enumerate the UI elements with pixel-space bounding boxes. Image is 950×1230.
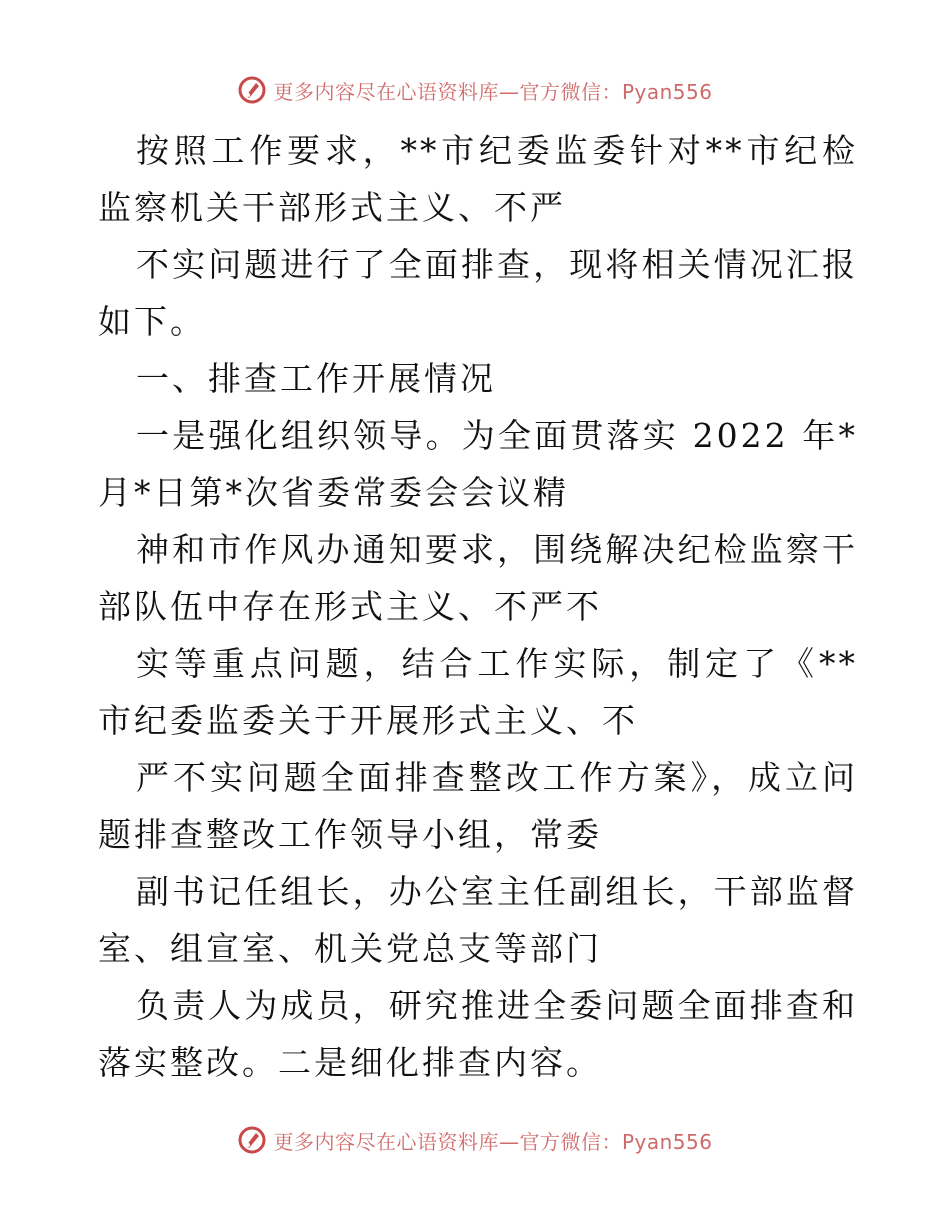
section-heading: 一、排查工作开展情况 [136,359,496,398]
paragraph: 负责人为成员，研究推进全委问题全面排查和落实整改。二是细化排查内容。 [98,986,858,1082]
paragraph: 按照工作要求，**市纪委监委针对**市纪检监察机关干部形式主义、不严 [98,131,858,227]
paragraph: 一是强化组织领导。为全面贯落实 2022 年*月*日第*次省委常委会会议精 [98,416,858,512]
paragraph: 严不实问题全面排查整改工作方案》，成立问题排查整改工作领导小组，常委 [98,758,858,854]
footer-watermark-banner [0,1120,950,1160]
header-watermark-banner [0,70,950,110]
header-watermark-text: 更多内容尽在心语资料库—官方微信：Pyan556 [273,79,713,104]
paragraph: 神和市作风办通知要求，围绕解决纪检监察干部队伍中存在形式主义、不严不 [98,530,858,626]
pen-nib-logo-icon [237,75,267,105]
paragraph: 副书记任组长，办公室主任副组长，干部监督室、组宣室、机关党总支等部门 [98,872,858,968]
document-body [98,122,858,1091]
footer-watermark-text: 更多内容尽在心语资料库—官方微信：Pyan556 [273,1129,713,1154]
paragraph: 不实问题进行了全面排查，现将相关情况汇报如下。 [98,245,858,341]
paragraph: 实等重点问题，结合工作实际，制定了《**市纪委监委关于开展形式主义、不 [98,644,858,740]
pen-nib-logo-icon [237,1125,267,1155]
